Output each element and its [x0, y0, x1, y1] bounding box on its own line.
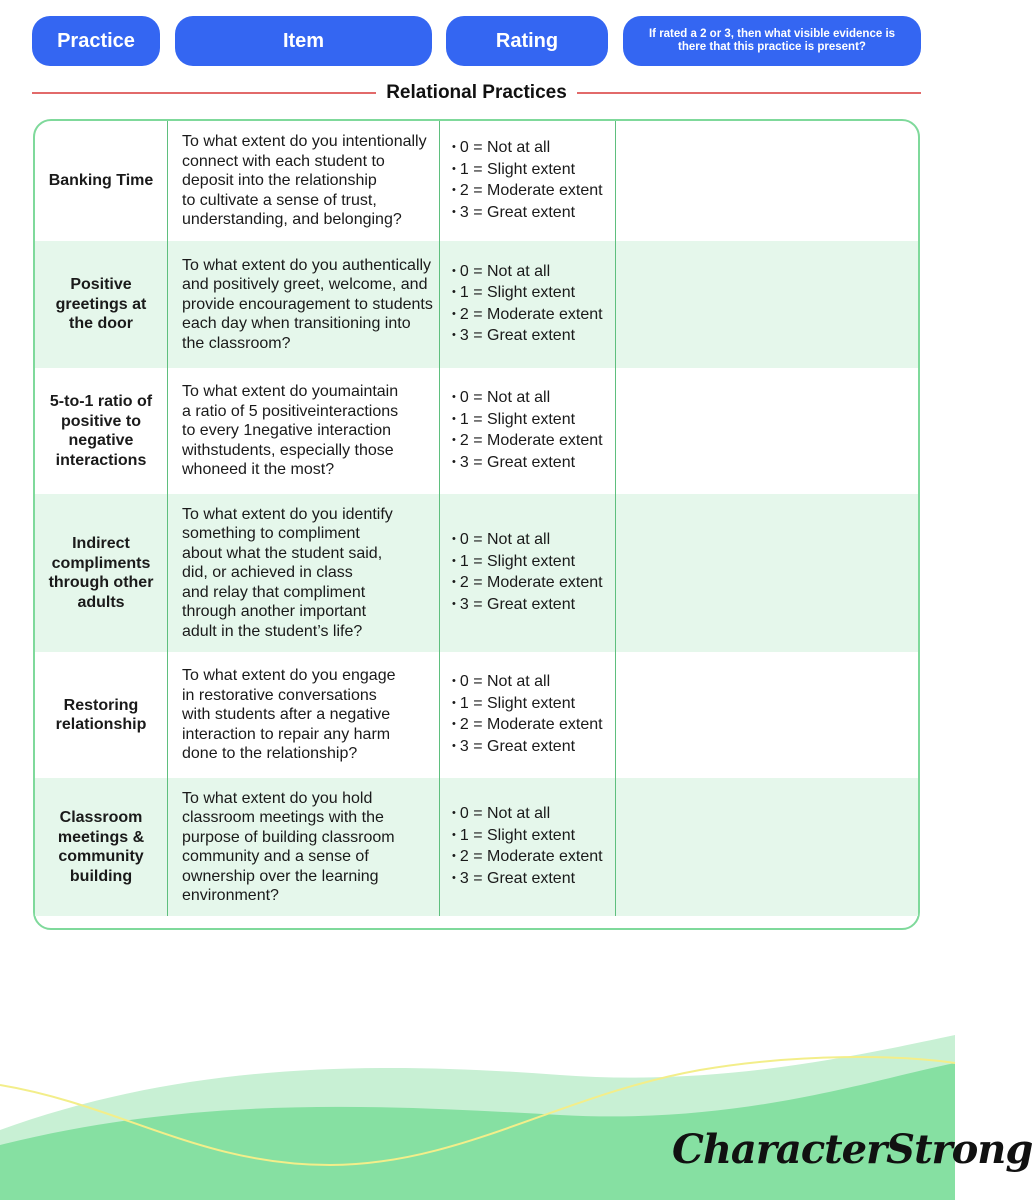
rating-option: • 0 = Not at all: [452, 138, 603, 160]
item-cell: To what extent do youmaintain a ratio of 5 positiveinteractions to every 1negative interaction withstudents, especially those whoneed it the most?: [168, 368, 440, 494]
item-cell: To what extent do you identify something to compliment about what the student said, did, or achieved in class and relay that compliment through another important adult in the student’s life?: [168, 494, 440, 652]
rating-option: • 2 = Moderate extent: [452, 573, 603, 595]
practice-cell: Positive greetings at the door: [35, 241, 168, 368]
evidence-column-header: If rated a 2 or 3, then what visible evidence is there that this practice is present?: [623, 16, 921, 66]
rating-cell: [440, 121, 616, 241]
rating-cell: [440, 652, 616, 778]
item-column-header: Item: [175, 16, 432, 66]
rating-option: • 0 = Not at all: [452, 262, 603, 284]
rating-cell: [440, 494, 616, 652]
item-cell: To what extent do you engage in restorative conversations with students after a negative interaction to repair any harm done to the relationship?: [168, 652, 440, 778]
practice-cell: Banking Time: [35, 121, 168, 241]
practice-cell: Restoring relationship: [35, 652, 168, 778]
practices-table: [33, 119, 920, 930]
item-cell: To what extent do you authentically and positively greet, welcome, and provide encouragement to students each day when transitioning into the classroom?: [168, 241, 440, 368]
rating-option: • 1 = Slight extent: [452, 410, 603, 432]
practice-cell: 5-to-1 ratio of positive to negative interactions: [35, 368, 168, 494]
rating-cell: [440, 241, 616, 368]
rating-option: • 2 = Moderate extent: [452, 715, 603, 737]
rating-option: • 2 = Moderate extent: [452, 305, 603, 327]
rating-option: • 2 = Moderate extent: [452, 431, 603, 453]
rating-option: • 2 = Moderate extent: [452, 181, 603, 203]
rating-option: • 3 = Great extent: [452, 869, 603, 891]
table-row: [35, 121, 918, 241]
rating-option: • 2 = Moderate extent: [452, 847, 603, 869]
practice-cell: Classroom meetings & community building: [35, 778, 168, 916]
rating-option: • 3 = Great extent: [452, 595, 603, 617]
rating-option: • 1 = Slight extent: [452, 160, 603, 182]
rating-option: • 1 = Slight extent: [452, 694, 603, 716]
rating-column-header: Rating: [446, 16, 608, 66]
evidence-cell[interactable]: [616, 368, 918, 494]
rating-option: • 1 = Slight extent: [452, 826, 603, 848]
item-cell: To what extent do you hold classroom meetings with the purpose of building classroom community and a sense of ownership over the learning environment?: [168, 778, 440, 916]
rating-option: • 3 = Great extent: [452, 203, 603, 225]
evidence-cell[interactable]: [616, 652, 918, 778]
table-row: [35, 652, 918, 778]
rating-cell: [440, 368, 616, 494]
rating-cell: [440, 778, 616, 916]
practice-cell: Indirect compliments through other adults: [35, 494, 168, 652]
evidence-cell[interactable]: [616, 241, 918, 368]
rating-option: • 1 = Slight extent: [452, 552, 603, 574]
rating-option: • 3 = Great extent: [452, 326, 603, 348]
title-rule-right: [577, 92, 921, 94]
characterstrong-logo: [672, 1126, 1032, 1186]
evidence-cell[interactable]: [616, 494, 918, 652]
evidence-cell[interactable]: [616, 778, 918, 916]
table-row: [35, 368, 918, 494]
rating-option: • 0 = Not at all: [452, 804, 603, 826]
table-row: [35, 241, 918, 368]
title-rule-left: [32, 92, 376, 94]
rating-option: • 3 = Great extent: [452, 453, 603, 475]
table-row: [35, 778, 918, 916]
practice-column-header: Practice: [32, 16, 160, 66]
table-row: [35, 494, 918, 652]
logo-text: CharacterStrong: [672, 1126, 1032, 1173]
rating-option: • 3 = Great extent: [452, 737, 603, 759]
rating-option: • 0 = Not at all: [452, 530, 603, 552]
section-title: Relational Practices: [386, 82, 567, 103]
rating-option: • 0 = Not at all: [452, 388, 603, 410]
evidence-cell[interactable]: [616, 121, 918, 241]
item-cell: To what extent do you intentionally connect with each student to deposit into the relationship to cultivate a sense of trust, understanding, and belonging?: [168, 121, 440, 241]
section-title-bar: [32, 80, 921, 106]
rating-option: • 1 = Slight extent: [452, 283, 603, 305]
rating-option: • 0 = Not at all: [452, 672, 603, 694]
